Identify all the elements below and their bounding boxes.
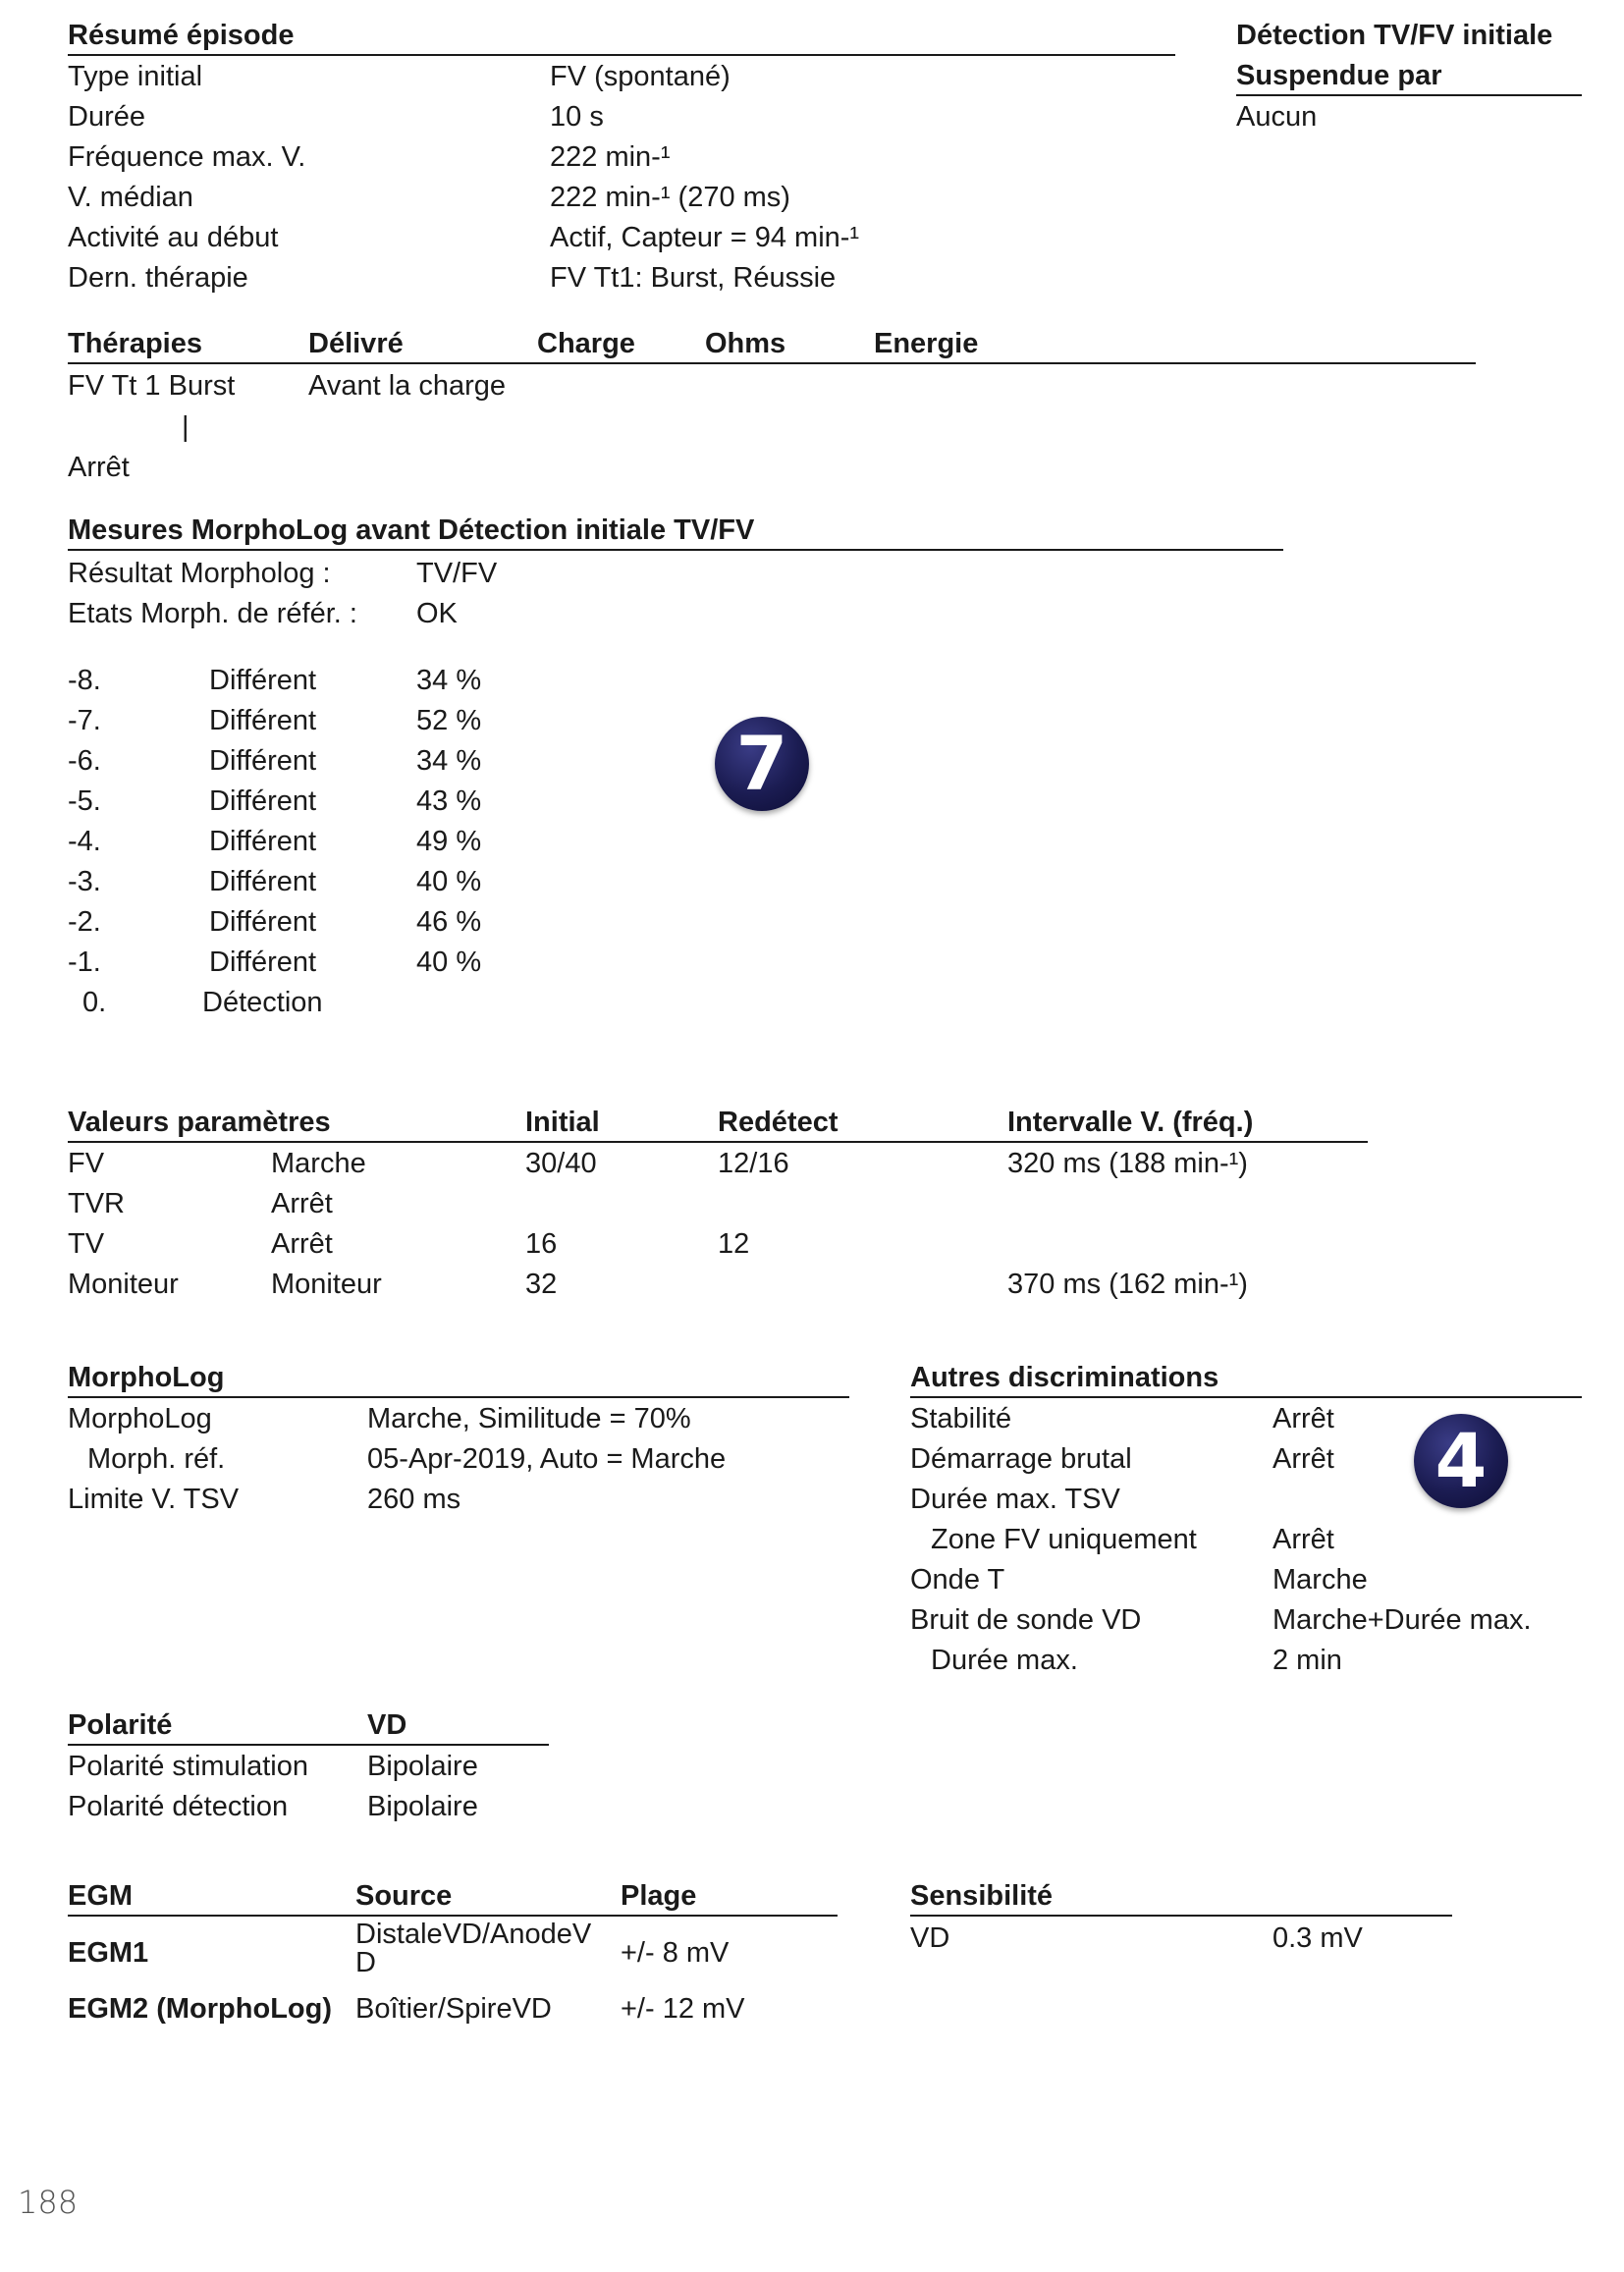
beat-percent: 52 %	[416, 705, 482, 736]
other-disc-label: Onde T	[910, 1564, 1005, 1596]
params-header-zone: Valeurs paramètres	[68, 1107, 331, 1138]
param-redetect: 12/16	[718, 1148, 789, 1179]
beat-state: Différent	[209, 705, 317, 736]
param-mode: Moniteur	[271, 1269, 382, 1300]
beat-index: -6.	[68, 745, 101, 777]
polarity-label: Polarité détection	[68, 1791, 289, 1822]
other-disc-value: Marche+Durée max.	[1272, 1604, 1532, 1636]
param-mode: Arrêt	[271, 1188, 333, 1219]
other-disc-value: Arrêt	[1272, 1524, 1334, 1555]
therapy-delivered: Avant la charge	[308, 370, 506, 402]
other-disc-title: Autres discriminations	[910, 1362, 1219, 1393]
polarity-value: Bipolaire	[367, 1751, 478, 1782]
param-zone: FV	[68, 1148, 105, 1179]
morpholog-ref-label: Etats Morph. de référ. :	[68, 598, 357, 629]
beat-index: -7.	[68, 705, 101, 736]
detection-title-line2: Suspendue par	[1236, 60, 1442, 91]
params-header-initial: Initial	[525, 1107, 600, 1138]
morpholog-result-label: Résultat Morpholog :	[68, 558, 331, 589]
param-mode: Arrêt	[271, 1228, 333, 1260]
beat-state: Différent	[209, 745, 317, 777]
polarity-header-label: Polarité	[68, 1709, 173, 1741]
beat-index: -8.	[68, 665, 101, 696]
therapies-header-energy: Energie	[874, 328, 979, 359]
params-header-interval: Intervalle V. (fréq.)	[1007, 1107, 1254, 1138]
sensitivity-value: 0.3 mV	[1272, 1922, 1363, 1954]
beat-percent: 34 %	[416, 665, 482, 696]
morpholog-title: MorphoLog	[68, 1362, 225, 1393]
polarity-label: Polarité stimulation	[68, 1751, 308, 1782]
other-disc-label: Durée max. TSV	[910, 1484, 1120, 1515]
morpholog-measures-title: Mesures MorphoLog avant Détection initiale TV/FV	[68, 514, 755, 546]
sensitivity-title: Sensibilité	[910, 1880, 1054, 1912]
egm-range: +/- 12 mV	[621, 1993, 745, 2025]
polarity-value: Bipolaire	[367, 1791, 478, 1822]
summary-value: FV (spontané)	[550, 61, 731, 92]
beat-state: Détection	[202, 987, 323, 1018]
other-disc-value: Arrêt	[1272, 1403, 1334, 1434]
morpholog-label: Morph. réf.	[87, 1443, 226, 1475]
summary-value: FV Tt1: Burst, Réussie	[550, 262, 837, 294]
beat-percent: 49 %	[416, 826, 482, 857]
summary-value: Actif, Capteur = 94 min-¹	[550, 222, 860, 253]
morpholog-label: MorphoLog	[68, 1403, 212, 1434]
page-number: 188	[18, 2184, 79, 2221]
other-disc-value: Arrêt	[1272, 1443, 1334, 1475]
therapies-header-therapy: Thérapies	[68, 328, 202, 359]
beat-state: Différent	[209, 785, 317, 817]
sensitivity-label: VD	[910, 1922, 950, 1954]
param-mode: Marche	[271, 1148, 366, 1179]
egm-source: Boîtier/SpireVD	[355, 1993, 552, 2025]
beat-percent: 40 %	[416, 947, 482, 978]
other-disc-label: Zone FV uniquement	[931, 1524, 1197, 1555]
summary-title: Résumé épisode	[68, 20, 295, 51]
morpholog-label: Limite V. TSV	[68, 1484, 240, 1515]
detection-rule	[1236, 94, 1582, 96]
summary-value: 222 min-¹	[550, 141, 671, 173]
egm-source-line: DistaleVD/AnodeV	[355, 1919, 592, 1950]
badge-7-icon: 7	[715, 717, 809, 811]
therapies-header-ohms: Ohms	[705, 328, 786, 359]
egm-header-range: Plage	[621, 1880, 697, 1912]
beat-index: -2.	[68, 906, 101, 938]
polarity-rule	[68, 1744, 549, 1746]
beat-state: Différent	[209, 947, 317, 978]
egm-name: EGM2 (MorphoLog)	[68, 1993, 333, 2025]
therapies-header-delivered: Délivré	[308, 328, 404, 359]
detection-title-line1: Détection TV/FV initiale	[1236, 20, 1553, 51]
morpholog-measures-rule	[68, 549, 1283, 551]
therapy-sequence-bar: |	[182, 411, 189, 443]
summary-label: Fréquence max. V.	[68, 141, 306, 173]
egm-header-name: EGM	[68, 1880, 134, 1912]
beat-percent: 43 %	[416, 785, 482, 817]
summary-label: Dern. thérapie	[68, 262, 248, 294]
beat-index: 0.	[82, 987, 107, 1018]
egm-range: +/- 8 mV	[621, 1937, 730, 1969]
param-interval: 370 ms (162 min-¹)	[1007, 1269, 1248, 1300]
beat-index: -1.	[68, 947, 101, 978]
param-zone: TVR	[68, 1188, 125, 1219]
morpholog-rule	[68, 1396, 849, 1398]
egm-source	[355, 1920, 591, 1977]
beat-state: Différent	[209, 665, 317, 696]
summary-label: Durée	[68, 101, 145, 133]
summary-label: Type initial	[68, 61, 203, 92]
polarity-header-vd: VD	[367, 1709, 407, 1741]
summary-label: V. médian	[68, 182, 193, 213]
other-disc-label: Démarrage brutal	[910, 1443, 1132, 1475]
params-header-redetect: Redétect	[718, 1107, 839, 1138]
therapy-end: Arrêt	[68, 452, 130, 483]
other-disc-value: 2 min	[1272, 1645, 1342, 1676]
badge-4-icon: 4	[1414, 1414, 1508, 1508]
param-interval: 320 ms (188 min-¹)	[1007, 1148, 1248, 1179]
morpholog-result-value: TV/FV	[416, 558, 498, 589]
beat-state: Différent	[209, 866, 317, 897]
egm-header-source: Source	[355, 1880, 453, 1912]
egm-name: EGM1	[68, 1937, 149, 1969]
other-disc-label: Bruit de sonde VD	[910, 1604, 1142, 1636]
param-zone: Moniteur	[68, 1269, 179, 1300]
param-redetect: 12	[718, 1228, 750, 1260]
param-initial: 16	[525, 1228, 558, 1260]
beat-state: Différent	[209, 906, 317, 938]
param-initial: 32	[525, 1269, 558, 1300]
egm-rule	[68, 1915, 838, 1917]
beat-percent: 40 %	[416, 866, 482, 897]
summary-value: 222 min-¹ (270 ms)	[550, 182, 790, 213]
therapy-name: FV Tt 1 Burst	[68, 370, 236, 402]
other-disc-label: Stabilité	[910, 1403, 1012, 1434]
egm-source-line: D	[355, 1947, 376, 1978]
morpholog-value: Marche, Similitude = 70%	[367, 1403, 691, 1434]
morpholog-ref-value: OK	[416, 598, 458, 629]
param-zone: TV	[68, 1228, 105, 1260]
detection-value: Aucun	[1236, 101, 1318, 133]
params-rule	[68, 1141, 1368, 1143]
therapies-header-charge: Charge	[537, 328, 635, 359]
morpholog-value: 260 ms	[367, 1484, 461, 1515]
beat-index: -4.	[68, 826, 101, 857]
sensitivity-rule	[910, 1915, 1452, 1917]
summary-label: Activité au début	[68, 222, 279, 253]
beat-state: Différent	[209, 826, 317, 857]
other-disc-label: Durée max.	[931, 1645, 1078, 1676]
therapies-rule	[68, 362, 1476, 364]
morpholog-value: 05-Apr-2019, Auto = Marche	[367, 1443, 727, 1475]
beat-percent: 34 %	[416, 745, 482, 777]
other-disc-value: Marche	[1272, 1564, 1368, 1596]
other-disc-rule	[910, 1396, 1582, 1398]
param-initial: 30/40	[525, 1148, 597, 1179]
summary-rule	[68, 54, 1175, 56]
beat-index: -5.	[68, 785, 101, 817]
beat-index: -3.	[68, 866, 101, 897]
summary-value: 10 s	[550, 101, 604, 133]
beat-percent: 46 %	[416, 906, 482, 938]
